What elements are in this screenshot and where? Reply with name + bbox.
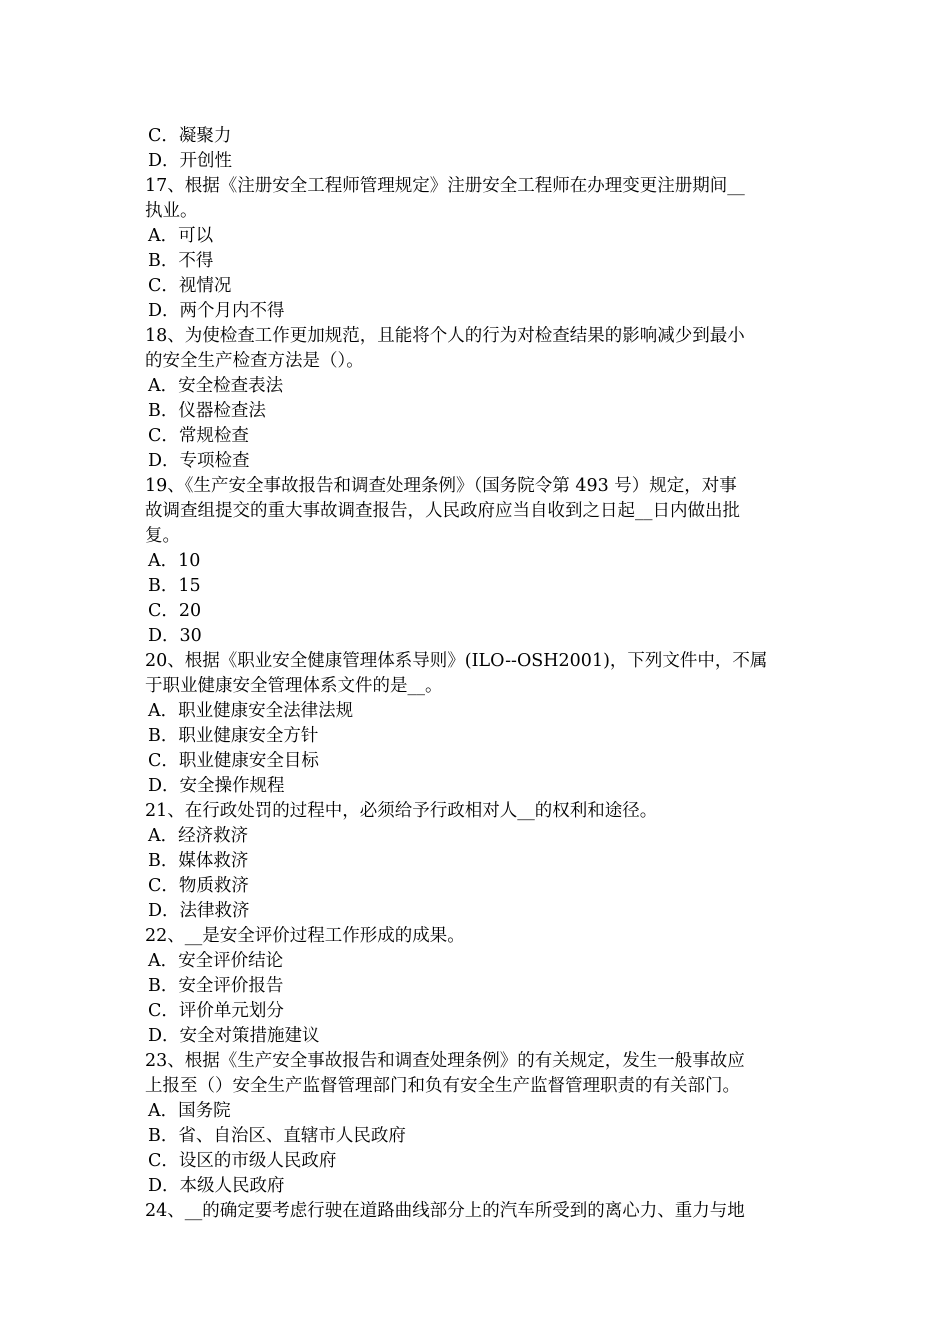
question-text-line: 故调查组提交的重大事故调查报告，人民政府应当自收到之日起__日内做出批 — [145, 501, 740, 521]
answer-option-line: A．10 — [148, 551, 201, 571]
answer-option-line: A．安全评价结论 — [148, 951, 284, 971]
answer-option-line: A．可以 — [148, 226, 214, 246]
answer-option-line: D．30 — [148, 626, 202, 646]
answer-option-line: D．本级人民政府 — [148, 1176, 285, 1196]
answer-option-line: B．15 — [148, 576, 201, 596]
answer-option-line: C．凝聚力 — [148, 126, 232, 146]
answer-option-line: C．设区的市级人民政府 — [148, 1151, 337, 1171]
document-page — [145, 124, 810, 1224]
answer-option-line: D．开创性 — [148, 151, 233, 171]
answer-option-line: C．物质救济 — [148, 876, 249, 896]
answer-option-line: A．经济救济 — [148, 826, 249, 846]
answer-option-line: A．安全检查表法 — [148, 376, 284, 396]
answer-option-line: A．职业健康安全法律法规 — [148, 701, 354, 721]
question-text-line: 于职业健康安全管理体系文件的是__。 — [145, 676, 443, 696]
answer-option-line: D．安全操作规程 — [148, 776, 285, 796]
answer-option-line: C．评价单元划分 — [148, 1001, 284, 1021]
answer-option-line: A．国务院 — [148, 1101, 231, 1121]
question-text-line: 的安全生产检查方法是（）。 — [145, 351, 364, 371]
answer-option-line: B．省、自治区、直辖市人民政府 — [148, 1126, 406, 1146]
answer-option-line: B．仪器检查法 — [148, 401, 266, 421]
question-text-line: 21、在行政处罚的过程中，必须给予行政相对人__的权利和途径。 — [145, 801, 658, 821]
question-text-line: 23、根据《生产安全事故报告和调查处理条例》的有关规定，发生一般事故应 — [145, 1051, 745, 1071]
answer-option-line: B．职业健康安全方针 — [148, 726, 319, 746]
answer-option-line: C．20 — [148, 601, 202, 621]
answer-option-line: D．法律救济 — [148, 901, 250, 921]
answer-option-line: B．媒体救济 — [148, 851, 249, 871]
answer-option-line: B．不得 — [148, 251, 214, 271]
answer-option-line: C．职业健康安全目标 — [148, 751, 319, 771]
answer-option-line: D．两个月内不得 — [148, 301, 285, 321]
answer-option-line: B．安全评价报告 — [148, 976, 284, 996]
answer-option-line: D．安全对策措施建议 — [148, 1026, 320, 1046]
question-text-line: 执业。 — [145, 201, 198, 221]
answer-option-line: D．专项检查 — [148, 451, 250, 471]
answer-option-line: C．视情况 — [148, 276, 232, 296]
question-text-line: 复。 — [145, 526, 180, 546]
answer-option-line: C．常规检查 — [148, 426, 249, 446]
question-text-line: 24、__的确定要考虑行驶在道路曲线部分上的汽车所受到的离心力、重力与地 — [145, 1201, 745, 1221]
question-text-line: 19、《生产安全事故报告和调查处理条例》（国务院令第 493 号）规定，对事 — [145, 476, 737, 496]
question-text-line: 18、为使检查工作更加规范，且能将个人的行为对检查结果的影响减少到最小 — [145, 326, 745, 346]
question-text-line: 17、根据《注册安全工程师管理规定》注册安全工程师在办理变更注册期间__ — [145, 176, 745, 196]
question-text-line: 20、根据《职业安全健康管理体系导则》(ILO--OSH2001)，下列文件中，不属 — [145, 651, 768, 671]
question-text-line: 上报至（）安全生产监督管理部门和负有安全生产监督管理职责的有关部门。 — [145, 1076, 740, 1096]
question-text-line: 22、__是安全评价过程工作形成的成果。 — [145, 926, 465, 946]
